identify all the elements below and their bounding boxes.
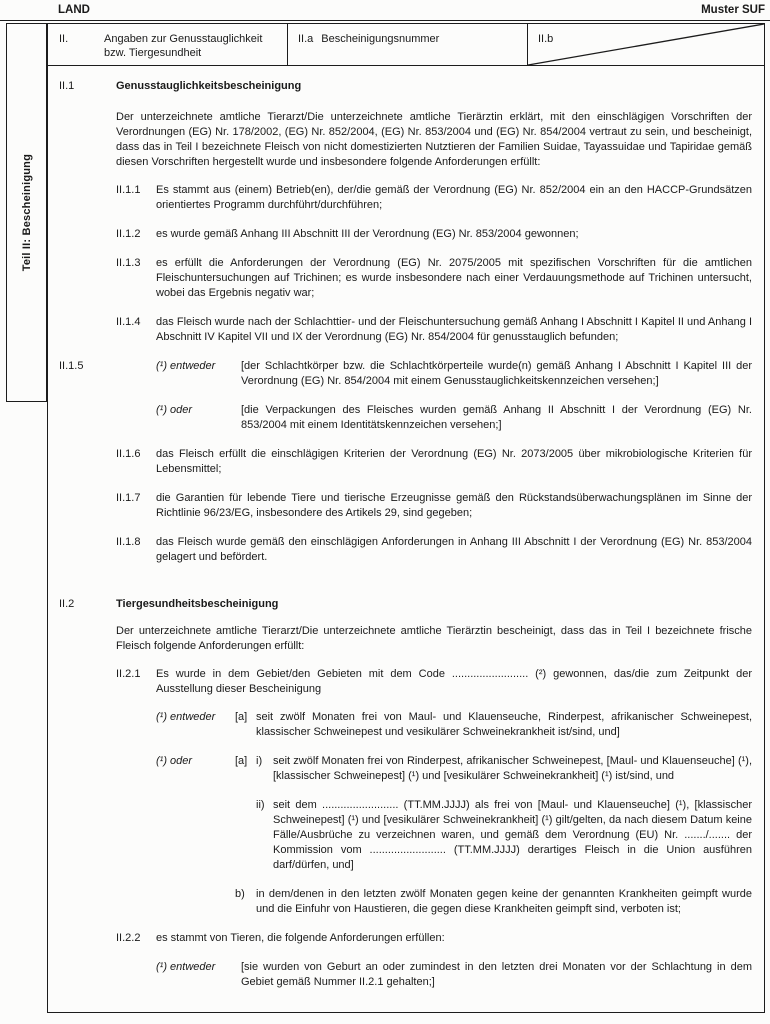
part-ii-sidebar-label: Teil II: Bescheinigung [20, 153, 33, 272]
row-label: II.1.2 [116, 228, 141, 240]
row-label: II.1.8 [116, 536, 141, 548]
section-ii-label: Angaben zur Genusstauglichkeit bzw. Tiergesundheit [104, 33, 263, 59]
row-ii.1.6 [59, 447, 752, 477]
row-text: es stammt von Tieren, die folgende Anforderungen erfüllen: [156, 932, 445, 944]
row-oder [59, 754, 752, 784]
row-spacer [59, 227, 116, 242]
cell-b-number: II.b [538, 33, 554, 45]
row-spacer [59, 535, 116, 565]
row-label: i) [256, 755, 263, 767]
row-label: II.1.7 [116, 492, 141, 504]
row-ii.2.1 [59, 667, 752, 697]
row-text: das Fleisch wurde gemäß den einschlägigen Anforderungen in Anhang III Abschnitt I der Verordnung (EG) Nr. 853/2004 gelagert und befördert. [156, 536, 752, 563]
row-spacer [235, 798, 256, 873]
row-spacer [59, 754, 116, 784]
row-label: II.2 [59, 598, 75, 610]
row-spacer [59, 491, 116, 521]
row-label: II.1.1 [116, 184, 141, 196]
row-spacer [59, 960, 116, 990]
row-para [59, 624, 752, 654]
row-ii.1.2 [59, 227, 752, 242]
row-label: II.1.5 [59, 360, 84, 372]
row-label: II.1 [59, 80, 75, 92]
section-ii-number: II. [59, 33, 69, 45]
certificate-body [48, 66, 764, 990]
row-spacer [59, 667, 116, 697]
row-spacer [59, 403, 116, 433]
row-text: [die Verpackungen des Fleisches wurden gemäß Anhang II Abschnitt I der Verordnung (EG) Nr. 853/2004 mit einem Identitätskennzeichen versehen;] [241, 404, 752, 431]
row-spacer [59, 798, 116, 873]
row-b [59, 887, 752, 917]
row-spacer [59, 315, 116, 345]
row-ii.1.7 [59, 491, 752, 521]
row-label: II.2.1 [116, 668, 141, 680]
row-label: (¹) entweder [156, 711, 216, 723]
row-ii.1.5 [59, 359, 752, 389]
row-label: (¹) entweder [156, 360, 216, 372]
row-entweder [59, 710, 752, 740]
row-text: das Fleisch erfüllt die einschlägigen Kriterien der Verordnung (EG) Nr. 2073/2005 über mikrobiologische Kriterien für Lebensmittel; [156, 448, 752, 475]
row-ii.2 [59, 597, 752, 612]
row-text: Tiergesundheitsbescheinigung [116, 598, 279, 610]
row-para [59, 110, 752, 170]
row-text: Der unterzeichnete amtliche Tierarzt/Die unterzeichnete amtliche Tierärztin erklärt, mit den einschlägigen Vorschriften der Verordnungen (EG) Nr. 178/2002, (EG) Nr. 852/2004, (EG) Nr. 853/2004 und (EG) Nr. 854/2004 vertraut zu sein, und bescheinigt, dass das in Teil I bezeichnete Fleisch von nicht domestizierten Nutztieren der Familien Suidae, Tayassuidae und Tapiridae gemäß diesen Vorschriften hergestellt wurde und insbesondere folgende Anforderungen erfüllt: [116, 111, 752, 168]
row-text: [der Schlachtkörper bzw. die Schlachtkörperteile wurde(n) gemäß Anhang I Abschnitt I Kapitel III der Verordnung (EG) Nr. 854/2004 mit einem Genusstauglichkeitskennzeichen versehen;] [241, 360, 752, 387]
row-text: Es stammt aus (einem) Betrieb(en), der/die gemäß der Verordnung (EG) Nr. 852/2004 ein an den HACCP-Grundsätzen orientiertes Programm durchführt/durchführen; [156, 184, 752, 211]
row-spacer [116, 403, 156, 433]
header-rule [0, 20, 770, 21]
row-spacer [116, 754, 156, 784]
cell-b [528, 24, 764, 65]
row-oder [59, 403, 752, 433]
diagonal-strikethrough [528, 24, 764, 65]
certificate-header-row [48, 24, 764, 66]
section-ii-cell [48, 24, 288, 65]
cell-a-label: Bescheinigungsnummer [321, 33, 440, 45]
model-label: Muster SUF [701, 4, 765, 16]
row-text: Der unterzeichnete amtliche Tierarzt/Die unterzeichnete amtliche Tierärztin bescheinigt, dass das in Teil I bezeichnete frische Fleisch folgende Anforderungen erfüllt: [116, 625, 752, 652]
row-spacer [59, 624, 116, 654]
row-text: es erfüllt die Anforderungen der Verordnung (EG) Nr. 2075/2005 mit spezifischen Vorschriften für die amtlichen Fleischuntersuchungen auf Trichinen; es wurde insbesondere nach einer Verdauungsmethode auf Trichinen untersucht, wobei das Ergebnis negativ war; [156, 257, 752, 299]
row-ii.1.4 [59, 315, 752, 345]
row-text: es wurde gemäß Anhang III Abschnitt III der Verordnung (EG) Nr. 853/2004 gewonnen; [156, 228, 579, 240]
row-ii.1.3 [59, 256, 752, 301]
row-label: II.1.6 [116, 448, 141, 460]
row-spacer [116, 798, 156, 873]
row-spacer [156, 798, 235, 873]
certificate-table [47, 23, 765, 1013]
row-entweder [59, 960, 752, 990]
part-ii-sidebar [6, 23, 47, 402]
row-spacer [59, 710, 116, 740]
row-spacer [59, 447, 116, 477]
row-ii.1 [59, 79, 752, 94]
row-label: b) [235, 888, 245, 900]
row-label: (¹) oder [156, 755, 193, 767]
row-text: Es wurde in dem Gebiet/den Gebieten mit dem Code ......................... (²) gewonnen, das/die zum Zeitpunkt der Ausstellung dieser Bescheinigung [156, 668, 752, 695]
row-spacer [116, 887, 156, 917]
row-label: ii) [256, 799, 265, 811]
row-spacer [59, 256, 116, 301]
row-spacer [59, 931, 116, 946]
row-ii.1.8 [59, 535, 752, 565]
row-text: das Fleisch wurde nach der Schlachttier- und der Fleischuntersuchung gemäß Anhang I Abschnitt I Kapitel II und Anhang I Abschnitt IV Kapitel VII und IX der Verordnung (EG) Nr. 854/2004 für genusstauglich befunden; [156, 316, 752, 343]
row-text: [sie wurden von Geburt an oder zumindest in den letzten drei Monaten vor der Schlachtung in dem Gebiet gemäß Nummer II.2.1 gehalten;] [241, 961, 752, 988]
row-label: II.2.2 [116, 932, 141, 944]
row-text: seit dem ......................... (TT.MM.JJJJ) als frei von [Maul- und Klauenseuche] (¹), [klassischer Schweinepest] (¹) und [vesikulärer Schweinekrankheit] (¹) gilt/gelten, da nach diesem Datum keine Fälle/Ausbrüche zu verzeichnen waren, und gemäß dem Verordnung (EU) Nr. ......./....... der Kommission vom ......................... (TT.MM.JJJJ) derartiges Fleisch in die Union ausführen darf/dürfen, und] [273, 799, 752, 871]
row-spacer [156, 887, 235, 917]
row-spacer [59, 183, 116, 213]
row-text: seit zwölf Monaten frei von Maul- und Klauenseuche, Rinderpest, afrikanischer Schweinepest, klassischer Schweinepest und vesikulärer Schweinekrankheit ist/sind, und] [256, 711, 752, 738]
row-text: die Garantien für lebende Tiere und tierische Erzeugnisse gemäß den Rückstandsüberwachungsplänen im Sinne der Richtlinie 96/23/EG, insbesondere des Artikels 29, sind gegeben; [156, 492, 752, 519]
row-label: [a] [235, 711, 248, 723]
page-header [0, 4, 770, 20]
row-ii [59, 798, 752, 873]
row-text: seit zwölf Monaten frei von Rinderpest, afrikanischer Schweinepest, [Maul- und Klauenseuche] (¹), [klassischer Schweinepest] (¹) und [vesikulärer Schweinekrankheit] (¹) ist/sind, und [273, 755, 752, 782]
row-spacer [59, 110, 116, 170]
row-spacer [116, 359, 156, 389]
certificate-number-cell [288, 24, 528, 65]
row-label: (¹) entweder [156, 961, 216, 973]
row-spacer [116, 710, 156, 740]
row-label: (¹) oder [156, 404, 193, 416]
row-label: II.1.3 [116, 257, 141, 269]
row-ii.1.1 [59, 183, 752, 213]
row-spacer [116, 960, 156, 990]
country-label: LAND [58, 4, 90, 16]
row-text: in dem/denen in den letzten zwölf Monaten gegen keine der genannten Krankheiten geimpft wurde und die Einfuhr von Haustieren, die gegen diese Krankheiten geimpft sind, verboten ist; [256, 888, 752, 915]
row-spacer [59, 887, 116, 917]
cell-a-number: II.a [298, 33, 314, 45]
row-label: [a] [235, 755, 248, 767]
row-ii.2.2 [59, 931, 752, 946]
row-label: II.1.4 [116, 316, 141, 328]
row-text: Genusstauglichkeitsbescheinigung [116, 80, 302, 92]
